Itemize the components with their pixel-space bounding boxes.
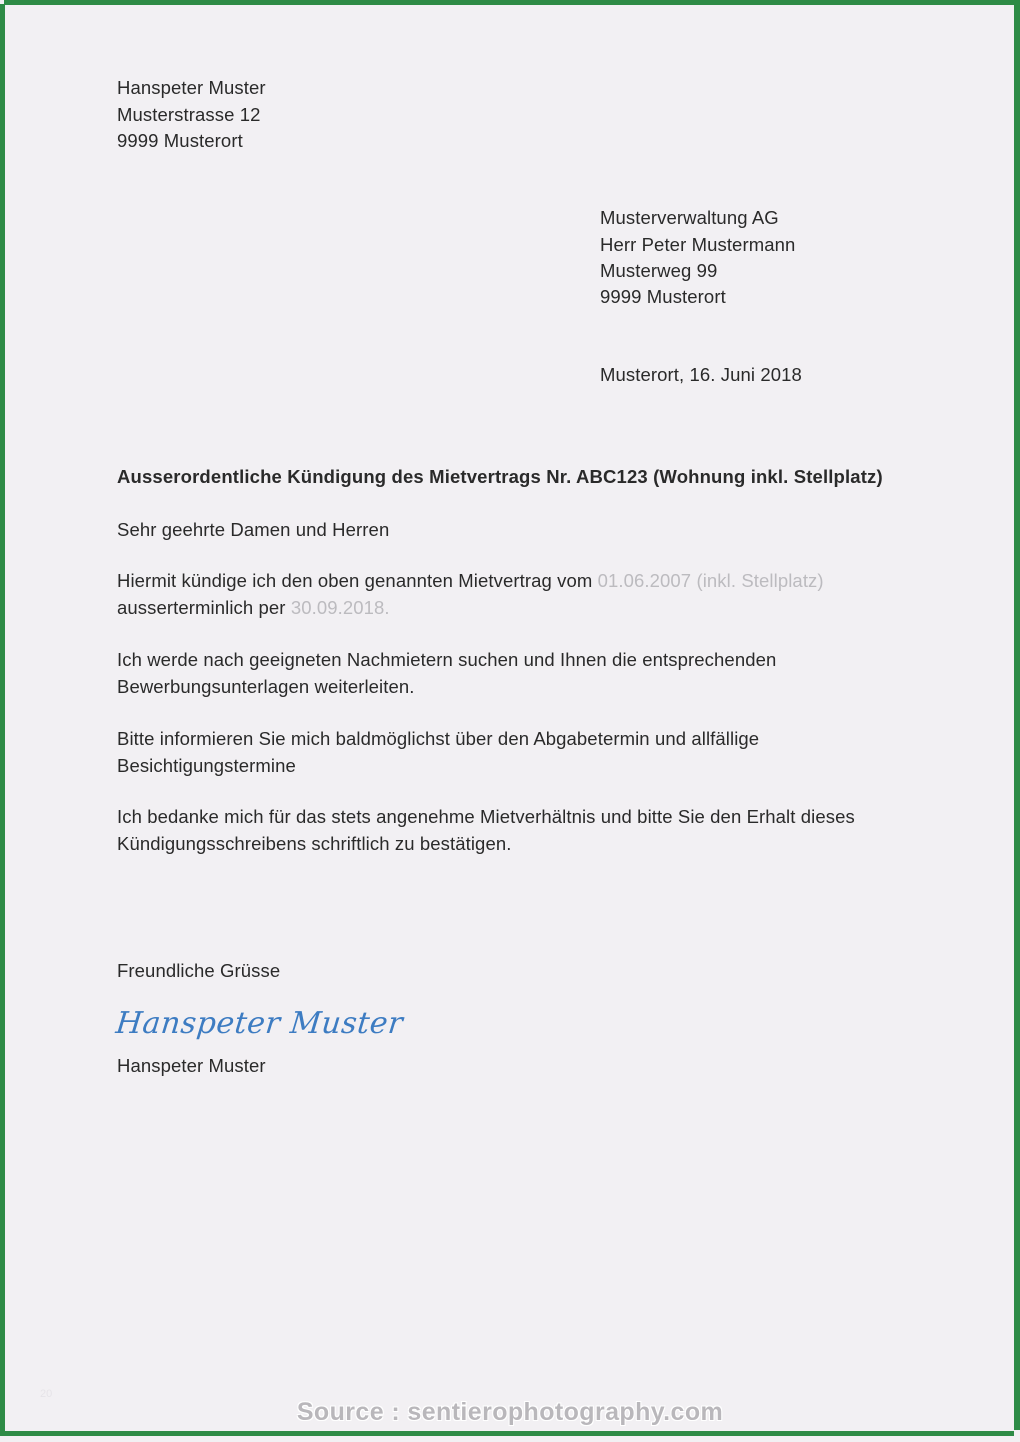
page-corner-mark: 20 bbox=[40, 1388, 53, 1400]
para1-mid-text: ausserterminlich per bbox=[117, 597, 291, 618]
recipient-city: 9999 Musterort bbox=[600, 286, 726, 307]
sender-name: Hanspeter Muster bbox=[117, 77, 266, 98]
recipient-street: Musterweg 99 bbox=[600, 260, 718, 281]
body-paragraph-thanks: Ich bedanke mich für das stets angenehme Mietverhältnis und bitte Sie den Erhalt dieses Kündigungsschreibens schriftlich zu bestätigen. bbox=[117, 806, 855, 854]
body-paragraph-successor: Ich werde nach geeigneten Nachmietern suchen und Ihnen die entsprechenden Bewerbungsunterlagen weiterleiten. bbox=[117, 649, 777, 697]
sender-street: Musterstrasse 12 bbox=[117, 104, 261, 125]
source-watermark: Source : sentierophotography.com bbox=[296, 1398, 724, 1426]
subject-line: Ausserordentliche Kündigung des Mietvertrags Nr. ABC123 (Wohnung inkl. Stellplatz) bbox=[117, 466, 883, 487]
dateline: Musterort, 16. Juni 2018 bbox=[600, 364, 802, 385]
valediction: Freundliche Grüsse bbox=[117, 960, 281, 981]
termination-date: 30.09.2018. bbox=[290, 597, 390, 618]
contract-start-date: 01.06.2007 (inkl. Stellplatz) bbox=[597, 570, 824, 591]
recipient-company: Musterverwaltung AG bbox=[600, 207, 779, 228]
body-paragraph-termination bbox=[117, 567, 907, 621]
salutation: Sehr geehrte Damen und Herren bbox=[117, 519, 390, 540]
signature-printed-name: Hanspeter Muster bbox=[117, 1055, 266, 1076]
sender-city: 9999 Musterort bbox=[117, 130, 243, 151]
body-paragraph-handover: Bitte informieren Sie mich baldmöglichst über den Abgabetermin und allfällige Besichtigungstermine bbox=[117, 728, 760, 776]
handwritten-signature: Hanspeter Muster bbox=[114, 1006, 405, 1041]
para1-lead-text: Hiermit kündige ich den oben genannten Mietvertrag vom bbox=[117, 570, 598, 591]
recipient-person: Herr Peter Mustermann bbox=[600, 234, 796, 255]
